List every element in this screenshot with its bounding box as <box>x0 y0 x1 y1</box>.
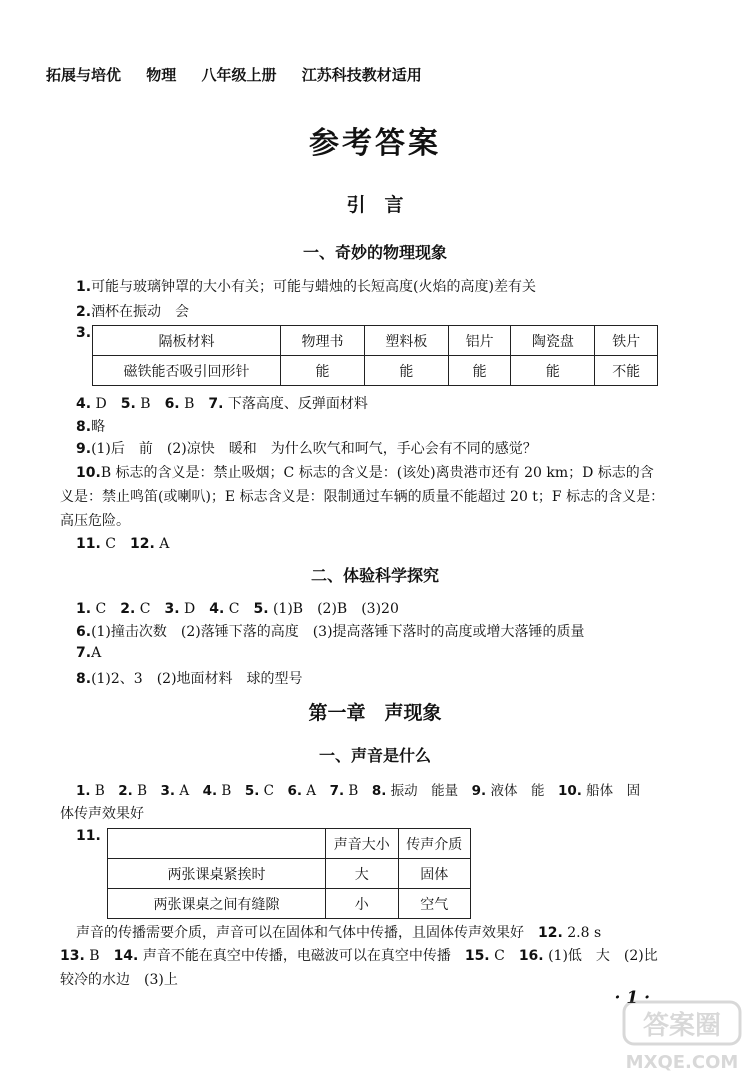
table-cell: 能 <box>281 356 365 386</box>
chapter-title: 第一章 声现象 <box>308 702 442 724</box>
table-cell: 能 <box>448 356 511 386</box>
answer-num: 1. <box>76 279 92 295</box>
answer-1: 1.可能与玻璃钟罩的大小有关；可能与蜡烛的长短高度(火焰的高度)差有关 <box>76 279 536 295</box>
table-magnet <box>92 325 658 386</box>
answer-num: 2. <box>76 304 92 320</box>
subsection-title-1: 一、奇妙的物理现象 <box>302 243 447 262</box>
section-title-intro: 引 言 <box>346 194 404 216</box>
table-cell: 声音大小 <box>326 829 399 859</box>
answer-4-7: 4. D 5. B 6. B 7. 下落高度、反弹面材料 <box>76 396 368 412</box>
answer-8: 8.(1)2、3 (2)地面材料 球的型号 <box>76 671 303 687</box>
answer-8: 8.略 <box>76 419 106 435</box>
header-edition: 江苏科技教材适用 <box>301 66 422 84</box>
answer-13-16: 13. B 14. 声音不能在真空中传播，电磁波可以在真空中传播 15. C 16. (1)低 大 (2)比 <box>60 948 658 964</box>
subsection-title-2: 二、体验科学探究 <box>310 566 439 585</box>
answer-1-10: 1. B 2. B 3. A 4. B 5. C 6. A 7. B 8. 振动 能量 9. 液体 能 10. 船体 固 <box>76 783 641 799</box>
table-cell: 不能 <box>595 356 658 386</box>
table-cell: 能 <box>511 356 595 386</box>
subsection-title-3: 一、声音是什么 <box>318 746 431 765</box>
header-subject: 物理 <box>146 66 177 84</box>
table-cell: 传声介质 <box>398 829 471 859</box>
table-row <box>93 326 658 356</box>
answer-10-cont: 体传声效果好 <box>60 806 144 822</box>
answer-11-conclusion: 声音的传播需要介质，声音可以在固体和气体中传播，且固体传声效果好 12. 2.8 s <box>76 925 602 941</box>
answer-num: 3. <box>76 325 92 341</box>
answer-1-5: 1. C 2. C 3. D 4. C 5. (1)B (2)B (3)20 <box>76 601 399 617</box>
answer-3 <box>76 325 91 341</box>
table-cell: 塑料板 <box>364 326 448 356</box>
table-cell: 小 <box>326 889 399 919</box>
svg-text:答案圈: 答案圈 <box>642 1011 722 1041</box>
table-cell: 物理书 <box>281 326 365 356</box>
table-row <box>108 859 471 889</box>
answer-16-cont: 较冷的水边 (3)上 <box>60 972 178 988</box>
book-header <box>46 64 442 85</box>
table-cell: 能 <box>364 356 448 386</box>
table-cell: 铁片 <box>595 326 658 356</box>
answer-10-cont: 高压危险。 <box>60 513 130 529</box>
answer-2: 2.酒杯在振动 会 <box>76 304 190 320</box>
answer-6: 6.(1)撞击次数 (2)落锤下落的高度 (3)提高落锤下落时的高度或增大落锤的质量 <box>76 624 585 640</box>
answer-10: 10.B 标志的含义是：禁止吸烟；C 标志的含义是：(该处)离贵港市还有 20 km；D 标志的含 <box>76 465 654 481</box>
table-cell <box>108 829 326 859</box>
table-row <box>93 356 658 386</box>
table-cell: 空气 <box>398 889 471 919</box>
table-cell: 铝片 <box>448 326 511 356</box>
header-grade: 八年级上册 <box>201 66 277 84</box>
header-series: 拓展与培优 <box>46 66 122 84</box>
watermark-text: MXQE.COM <box>625 1052 739 1073</box>
answer-11-12: 11. C 12. A <box>76 536 170 552</box>
answer-11: 11. <box>76 828 101 844</box>
answer-9: 9.(1)后 前 (2)凉快 暖和 为什么吹气和呵气，手心会有不同的感觉？ <box>76 441 537 457</box>
table-cell: 陶瓷盘 <box>511 326 595 356</box>
watermark-logo <box>622 1000 742 1076</box>
answer-10-cont: 义是：禁止鸣笛(或喇叭)；E 标志含义是：限制通过车辆的质量不能超过 20 t；F 标志的含义是： <box>60 489 665 505</box>
page-title: 参考答案 <box>309 126 441 161</box>
table-sound <box>107 828 471 919</box>
table-row <box>108 889 471 919</box>
answer-7: 7.A <box>76 645 102 661</box>
table-cell: 两张课桌之间有缝隙 <box>108 889 326 919</box>
table-cell: 隔板材料 <box>93 326 281 356</box>
table-cell: 两张课桌紧挨时 <box>108 859 326 889</box>
table-cell: 磁铁能否吸引回形针 <box>93 356 281 386</box>
table-row <box>108 829 471 859</box>
page-number: · 1 · <box>614 988 650 1008</box>
table-cell: 固体 <box>398 859 471 889</box>
table-cell: 大 <box>326 859 399 889</box>
